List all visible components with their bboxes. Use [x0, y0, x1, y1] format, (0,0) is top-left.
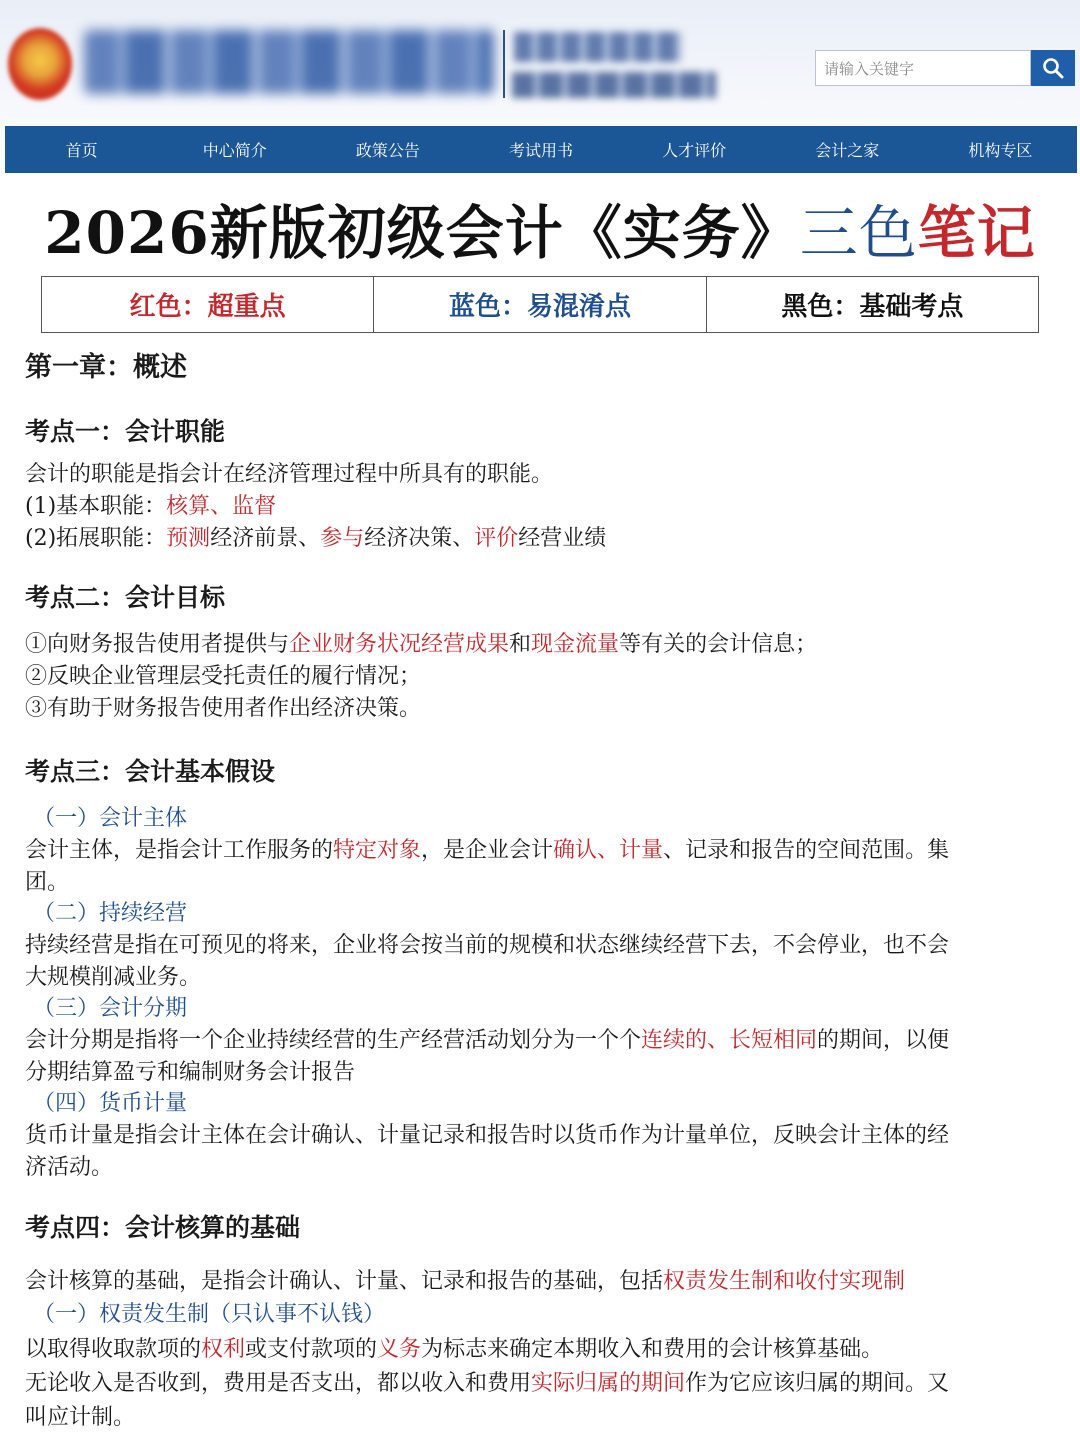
- title-main: 2026新版初级会计《实务》: [44, 199, 800, 267]
- kp4-line3: 无论收入是否收到，费用是否支出，都以收入和费用实际归属的期间作为它应该归属的期间。又: [25, 1371, 950, 1396]
- kp4-line2: 以取得收取款项的权利或支付款项的义务为标志来确定本期收入和费用的会计核算基础。: [25, 1337, 884, 1362]
- kp3-sub1-line2: 团。: [25, 870, 70, 895]
- kp3-sub1-line1: 会计主体，是指会计工作服务的特定对象，是企业会计确认、计量、记录和报告的空间范围。集: [25, 838, 950, 863]
- site-subtitle-2-blurred: [512, 72, 716, 98]
- kp4-sub1: （一）权责发生制（只认事不认钱）: [33, 1302, 386, 1327]
- main-nav: [5, 126, 1077, 173]
- kp1-line1: 会计的职能是指会计在经济管理过程中所具有的职能。: [25, 462, 554, 487]
- kp3-sub4: （四）货币计量: [33, 1091, 188, 1116]
- search-icon: [1042, 57, 1064, 79]
- search-placeholder: 请输入关键字: [824, 59, 915, 78]
- search-input[interactable]: [815, 50, 1031, 86]
- site-subtitle-blurred: [514, 32, 682, 62]
- color-legend: [41, 276, 1039, 333]
- kp2-line1: ①向财务报告使用者提供与企业财务状况经营成果和现金流量等有关的会计信息；: [25, 632, 818, 657]
- kp2-line3: ③有助于财务报告使用者作出经济决策。: [25, 696, 422, 721]
- title-notes: 笔记: [917, 199, 1036, 267]
- kp1-line2: (1)基本职能：核算、监督: [25, 494, 277, 519]
- nav-institutions[interactable]: 机构专区: [968, 141, 1033, 160]
- kp3-sub3: （三）会计分期: [33, 996, 188, 1021]
- kp3-sub2-line2: 大规模削减业务。: [25, 965, 202, 990]
- nav-talent[interactable]: 人才评价: [662, 141, 727, 160]
- kp2-line2: ②反映企业管理层受托责任的履行情况；: [25, 664, 422, 689]
- kp4-line1: 会计核算的基础，是指会计确认、计量、记录和报告的基础，包括权责发生制和收付实现制: [25, 1269, 906, 1294]
- header-divider: [503, 30, 505, 98]
- kp1-line3: (2)拓展职能：预测经济前景、参与经济决策、评价经营业绩: [25, 526, 607, 551]
- kp3-sub3-line1: 会计分期是指将一个企业持续经营的生产经营活动划分为一个个连续的、长短相同的期间，以便: [25, 1028, 950, 1053]
- nav-home[interactable]: 首页: [65, 141, 98, 160]
- kp3-sub3-line2: 分期结算盈亏和编制财务会计报告: [25, 1060, 356, 1085]
- nav-home-of-accounting[interactable]: 会计之家: [815, 141, 880, 160]
- legend-black: 黑色：基础考点: [781, 292, 964, 322]
- legend-blue: 蓝色：易混淆点: [374, 277, 706, 332]
- nav-about[interactable]: 中心简介: [202, 141, 267, 160]
- search-button[interactable]: [1031, 50, 1075, 86]
- legend-red: 红色：超重点: [42, 277, 374, 332]
- kp2-heading: 考点二：会计目标: [25, 583, 226, 612]
- kp3-sub2: （二）持续经营: [33, 901, 188, 926]
- national-emblem-icon: [8, 28, 72, 100]
- kp4-heading: 考点四：会计核算的基础: [25, 1213, 301, 1242]
- title-three-color: 三色: [799, 199, 918, 267]
- nav-policy[interactable]: 政策公告: [355, 141, 420, 160]
- page-title: [0, 186, 1080, 270]
- kp4-line4: 叫应计制。: [25, 1405, 136, 1430]
- kp3-heading: 考点三：会计基本假设: [25, 757, 276, 786]
- kp3-sub4-line2: 济活动。: [25, 1155, 114, 1180]
- kp3-sub2-line1: 持续经营是指在可预见的将来，企业将会按当前的规模和状态继续经营下去，不会停业，也不会: [25, 933, 950, 958]
- kp3-sub1: （一）会计主体: [33, 806, 188, 831]
- nav-books[interactable]: 考试用书: [508, 141, 573, 160]
- site-header: [0, 0, 1080, 176]
- site-name-blurred: [84, 30, 494, 94]
- kp3-sub4-line1: 货币计量是指会计主体在会计确认、计量记录和报告时以货币作为计量单位，反映会计主体的经: [25, 1123, 950, 1148]
- kp1-heading: 考点一：会计职能: [25, 417, 226, 446]
- chapter-heading: 第一章：概述: [25, 352, 187, 383]
